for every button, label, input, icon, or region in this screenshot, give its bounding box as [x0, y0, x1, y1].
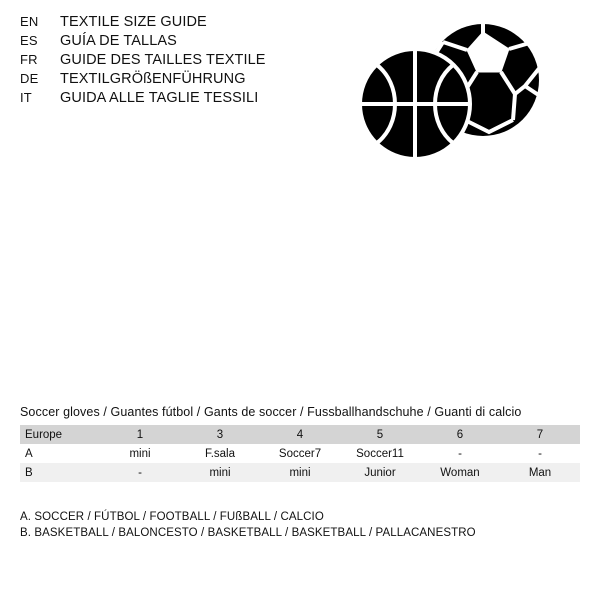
table-cell-b-3: mini	[180, 463, 260, 482]
table-cell-b-7: Man	[500, 463, 580, 482]
legend-line-b: B. BASKETBALL / BALONCESTO / BASKETBALL / BASKETBALL / PALLACANESTRO	[20, 527, 476, 539]
table-header-cell-5: 5	[340, 425, 420, 444]
table-cell-a-6: -	[420, 444, 500, 463]
language-row-es	[20, 33, 350, 52]
table-header-cell-3: 3	[180, 425, 260, 444]
language-row-de	[20, 71, 350, 90]
table-cell-b-1: -	[100, 463, 180, 482]
language-title-fr: GUIDE DES TAILLES TEXTILE	[60, 52, 266, 68]
table-row-label-b: B	[20, 463, 100, 482]
basketball-icon	[360, 49, 470, 159]
table-header-cell-4: 4	[260, 425, 340, 444]
language-row-fr	[20, 52, 350, 71]
language-title-it: GUIDA ALLE TAGLIE TESSILI	[60, 90, 259, 106]
language-title-en: TEXTILE SIZE GUIDE	[60, 14, 207, 30]
table-header-cell-europe: Europe	[20, 425, 100, 444]
table-cell-a-7: -	[500, 444, 580, 463]
table-header-cell-7: 7	[500, 425, 580, 444]
table-row	[20, 444, 580, 463]
balls-illustration	[355, 22, 560, 172]
language-title-es: GUÍA DE TALLAS	[60, 33, 177, 49]
language-code-it: IT	[20, 90, 32, 105]
size-table	[20, 425, 580, 482]
language-row-en	[20, 14, 350, 33]
table-header-cell-6: 6	[420, 425, 500, 444]
table-header-row	[20, 425, 580, 444]
table-cell-b-5: Junior	[340, 463, 420, 482]
language-code-en: EN	[20, 14, 39, 29]
table-cell-a-3: F.sala	[180, 444, 260, 463]
table-cell-a-5: Soccer11	[340, 444, 420, 463]
language-code-fr: FR	[20, 52, 38, 67]
legend-line-a: A. SOCCER / FÚTBOL / FOOTBALL / FUßBALL / CALCIO	[20, 511, 324, 523]
legend-block	[20, 509, 580, 541]
language-title-block	[20, 14, 350, 109]
language-row-it	[20, 90, 350, 109]
table-cell-b-4: mini	[260, 463, 340, 482]
table-cell-a-1: mini	[100, 444, 180, 463]
table-header-cell-1: 1	[100, 425, 180, 444]
table-row	[20, 463, 580, 482]
language-code-es: ES	[20, 33, 38, 48]
table-cell-a-4: Soccer7	[260, 444, 340, 463]
language-title-de: TEXTILGRÖßENFÜHRUNG	[60, 71, 246, 87]
size-table-section	[20, 405, 580, 482]
size-table-heading: Soccer gloves / Guantes fútbol / Gants de soccer / Fussballhandschuhe / Guanti di calcio	[20, 405, 522, 419]
table-cell-b-6: Woman	[420, 463, 500, 482]
table-row-label-a: A	[20, 444, 100, 463]
language-code-de: DE	[20, 71, 39, 86]
